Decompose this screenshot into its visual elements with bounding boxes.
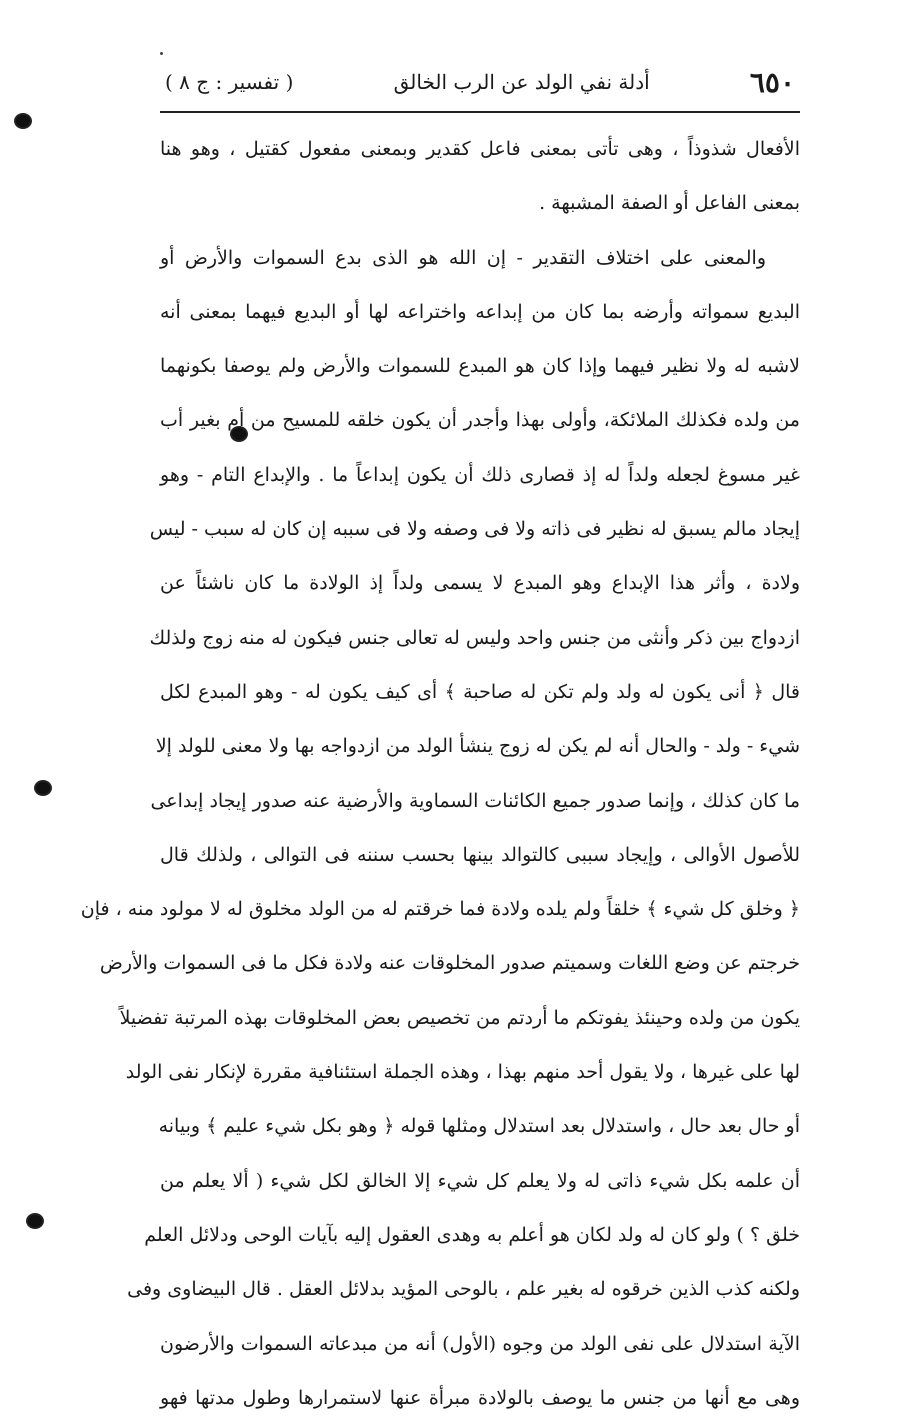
scan-speck bbox=[160, 52, 163, 55]
page-number: ٦٥٠ bbox=[749, 65, 795, 99]
text-line: ازدواج بين ذكر وأنثى من جنس واحد وليس له تعالى جنس فيكون له منه زوج ولذلك bbox=[149, 626, 800, 649]
header-rule bbox=[160, 111, 800, 113]
text-line: إيجاد مالم يسبق له نظير فى ذاته ولا فى وصفه ولا فى سببه إن كان له سبب - ليس bbox=[149, 518, 800, 541]
text-line: يكون من ولده وحينئذ يفوتكم ما أردتم من تخصيص بعض المخلوقات بهذه المرتبة تفضيلاً bbox=[119, 1006, 800, 1029]
margin-bullet-mark bbox=[28, 1215, 42, 1227]
text-line: لاشبه له ولا نظير فيهما وإذا كان هو المبدع للسموات والأرض ولم يوصفا بكونهما bbox=[160, 355, 800, 378]
text-line: بمعنى الفاعل أو الصفة المشبهة . bbox=[539, 192, 800, 215]
text-line: ﴿ وخلق كل شيء ﴾ خلقاً ولم يلده ولادة فما خرقتم له من الولد مخلوق له لا مولود منه ، فإن bbox=[80, 898, 800, 921]
text-line: غير مسوغ لجعله ولداً له إذ قصارى ذلك أن يكون إبداعاً ما . والإبداع التام - وهو bbox=[160, 463, 800, 486]
text-line: شيء - ولد - والحال أنه لم يكن له زوج ينشأ الولد من ازدواجه بها ولا معنى للولد إلا bbox=[155, 735, 800, 758]
text-line: للأصول الأوالى ، وإيجاد سببى كالتوالد بينها بحسب سننه فى التوالى ، ولذلك قال bbox=[160, 843, 800, 866]
body-text bbox=[80, 122, 800, 1425]
text-line: خرجتم عن وضع اللغات وسميتم صدور المخلوقات عنه ولادة فكل ما فى السموات والأرض bbox=[99, 952, 800, 975]
text-line: ولادة ، وأثر هذا الإبداع وهو المبدع لا يسمى ولداً إذ الولادة ما كان ناشئاً عن bbox=[160, 572, 800, 595]
text-line: خلق ؟ ) ولو كان له ولد لكان هو أعلم به وهدى العقول إليه بآيات الوحى ودلائل العلم bbox=[144, 1223, 800, 1246]
volume-reference: ( تفسير : ج ٨ ) bbox=[165, 70, 294, 94]
text-line: من ولده فكذلك الملائكة، وأولى بهذا وأجدر أن يكون خلقه للمسيح من أم بغير أب bbox=[160, 409, 800, 432]
text-line: وهى مع أنها من جنس ما يوصف بالولادة مبرأة عنها لاستمرارها وطول مدتها فهو bbox=[160, 1386, 800, 1409]
text-line: الأفعال شذوذاً ، وهى تأتى بمعنى فاعل كقدير وبمعنى مفعول كقتيل ، وهو هنا bbox=[160, 138, 800, 160]
text-line: والمعنى على اختلاف التقدير - إن الله هو الذى بدع السموات والأرض أو bbox=[160, 246, 766, 269]
text-line: لها على غيرها ، ولا يقول أحد منهم بهذا ، وهذه الجملة استئنافية مقررة لإنكار نفى الولد bbox=[125, 1061, 800, 1084]
text-line: ما كان كذلك ، وإنما صدور جميع الكائنات السماوية والأرضية عنه صدور إيجاد إبداعى bbox=[150, 789, 800, 812]
text-line: ولكنه كذب الذين خرقوه له بغير علم ، بالوحى المؤيد بدلائل العقل . قال البيضاوى وفى bbox=[127, 1278, 800, 1301]
text-line: قال ﴿ أنى يكون له ولد ولم تكن له صاحبة ﴾ أى كيف يكون له - وهو المبدع لكل bbox=[160, 680, 800, 703]
page-header bbox=[165, 62, 795, 102]
margin-bullet-mark bbox=[16, 115, 30, 127]
margin-bullet-mark bbox=[36, 782, 50, 794]
running-title: أدلة نفي الولد عن الرب الخالق bbox=[393, 70, 650, 94]
text-line: الآية استدلال على نفى الولد من وجوه (الأول) أنه من مبدعاته السموات والأرضون bbox=[160, 1332, 800, 1355]
text-line: أو حال بعد حال ، واستدلال بعد استدلال ومثلها قوله ﴿ وهو بكل شيء عليم ﴾ وبيانه bbox=[158, 1115, 800, 1138]
text-line: البديع سمواته وأرضه بما كان من إبداعه واختراعه لها أو البديع فيهما بمعنى أنه bbox=[160, 300, 800, 323]
text-line: أن علمه بكل شيء ذاتى له ولا يعلم كل شيء إلا الخالق لكل شيء ( ألا يعلم من bbox=[160, 1169, 800, 1192]
